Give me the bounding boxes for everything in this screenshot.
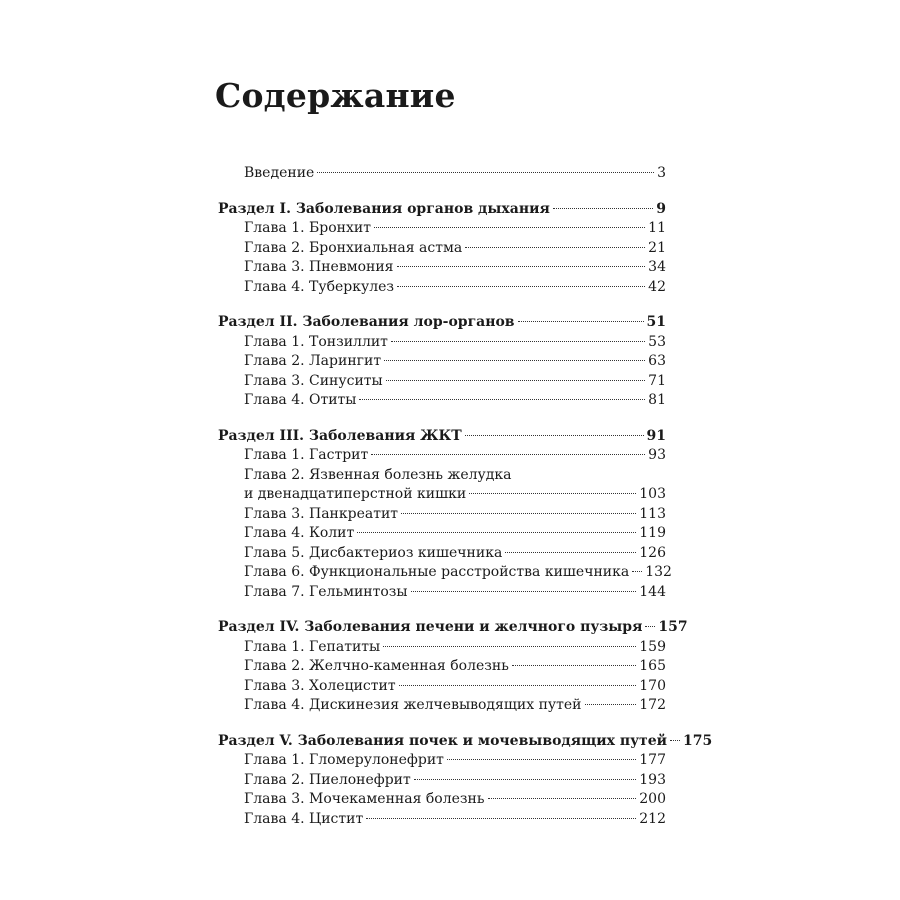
- toc-page-number: 9: [656, 200, 666, 217]
- toc-page-number: 159: [639, 638, 666, 655]
- leader-dots: [384, 360, 645, 361]
- toc-page-number: 177: [639, 752, 666, 768]
- toc-section: [218, 313, 666, 333]
- toc-page-number: 53: [648, 333, 666, 350]
- toc-page-number: 132: [645, 564, 672, 580]
- leader-dots: [317, 172, 654, 173]
- toc-chapter-label: Глава 4. Туберкулез: [244, 278, 395, 295]
- toc-chapter: [218, 563, 672, 583]
- toc-section-label: Раздел I. Заболевания органов дыхания: [218, 200, 550, 217]
- toc-chapter: [218, 677, 666, 697]
- toc-chapter-label: Глава 3. Панкреатит: [244, 505, 399, 522]
- toc-chapter: [218, 446, 666, 466]
- toc-page-number: 172: [639, 697, 666, 713]
- toc-chapter: [218, 278, 666, 298]
- toc-chapter: [218, 505, 666, 525]
- toc-page-number: 51: [646, 314, 666, 330]
- leader-dots: [512, 665, 636, 666]
- toc-page-number: 3: [657, 165, 666, 181]
- toc-chapter: [218, 638, 666, 658]
- toc-page-number: 126: [639, 544, 666, 561]
- toc-page-number: 21: [648, 239, 666, 256]
- toc-chapter-label: Глава 3. Синуситы: [244, 372, 383, 389]
- toc-chapter: [218, 239, 666, 259]
- leader-dots: [553, 208, 653, 209]
- toc-chapter-label: Глава 4. Цистит: [244, 810, 364, 827]
- leader-dots: [469, 493, 636, 494]
- leader-dots: [632, 571, 642, 572]
- leader-dots: [447, 759, 636, 760]
- toc-chapter: [218, 219, 666, 239]
- toc-page-number: 63: [648, 353, 666, 369]
- toc-chapter-label: Глава 4. Дискинезия желчевыводящих путей: [244, 697, 582, 713]
- toc-chapter-label: Глава 1. Гепатиты: [244, 638, 381, 655]
- leader-dots: [670, 740, 680, 741]
- leader-dots: [399, 685, 637, 686]
- toc-page-number: 81: [648, 392, 666, 408]
- leader-dots: [383, 646, 636, 647]
- toc-page-number: 170: [639, 677, 666, 694]
- toc-chapter-continuation: [218, 485, 666, 505]
- toc-chapter-label: Глава 4. Отиты: [244, 392, 357, 408]
- toc-chapter-label: Глава 4. Колит: [244, 525, 355, 541]
- leader-dots: [397, 266, 646, 267]
- leader-dots: [401, 513, 636, 514]
- toc-chapter: [218, 790, 666, 810]
- leader-dots: [411, 591, 637, 592]
- leader-dots: [357, 532, 636, 533]
- toc-page-number: 11: [648, 220, 666, 236]
- table-of-contents: [218, 164, 713, 829]
- toc-section: [218, 427, 666, 447]
- toc-entry-intro: [218, 164, 666, 184]
- leader-dots: [488, 798, 637, 799]
- toc-chapter-label: Глава 2. Желчно-каменная болезнь: [244, 658, 509, 674]
- toc-chapter: [218, 583, 666, 603]
- toc-chapter: [218, 751, 666, 771]
- leader-dots: [386, 380, 646, 381]
- toc-page-number: 103: [639, 486, 666, 502]
- toc-page-number: 119: [639, 525, 666, 541]
- toc-chapter-label: Глава 1. Гастрит: [244, 447, 369, 463]
- toc-chapter: [218, 657, 666, 677]
- toc-chapter: [218, 352, 666, 372]
- toc-chapter: [218, 771, 666, 791]
- toc-chapter-label: Глава 3. Мочекаменная болезнь: [244, 791, 485, 807]
- toc-chapter-label: Глава 3. Пневмония: [244, 259, 394, 275]
- leader-dots: [645, 626, 655, 627]
- toc-page-number: 113: [639, 505, 666, 522]
- toc-page-number: 175: [683, 732, 713, 749]
- toc-section-label: Раздел II. Заболевания лор-органов: [218, 314, 515, 330]
- toc-section: [218, 200, 666, 220]
- toc-section-label: Раздел IV. Заболевания печени и желчного пузыря: [218, 619, 643, 635]
- toc-chapter: [218, 333, 666, 353]
- toc-chapter-label: Глава 1. Тонзиллит: [244, 333, 388, 350]
- leader-dots: [366, 818, 636, 819]
- toc-chapter-first-line: [218, 466, 666, 486]
- toc-chapter-label: Глава 2. Пиелонефрит: [244, 771, 411, 788]
- toc-chapter-label: Глава 2. Бронхиальная астма: [244, 239, 463, 256]
- toc-section: [218, 732, 713, 752]
- toc-chapter-label: Глава 3. Холецистит: [244, 677, 396, 694]
- toc-page-number: 193: [639, 771, 666, 788]
- toc-chapter-label: Глава 6. Функциональные расстройства кишечника: [244, 564, 630, 580]
- toc-page-number: 93: [648, 447, 666, 463]
- leader-dots: [505, 552, 636, 553]
- toc-chapter-label: Глава 5. Дисбактериоз кишечника: [244, 544, 503, 561]
- toc-chapter: [218, 391, 666, 411]
- toc-chapter-label-continued: и двенадцатиперстной кишки: [244, 486, 467, 502]
- toc-chapter-label: Глава 2. Ларингит: [244, 353, 382, 369]
- leader-dots: [371, 454, 645, 455]
- leader-dots: [585, 704, 637, 705]
- toc-section-label: Раздел III. Заболевания ЖКТ: [218, 427, 462, 444]
- leader-dots: [414, 779, 637, 780]
- page-title: Содержание: [215, 76, 456, 115]
- leader-dots: [465, 247, 645, 248]
- toc-chapter-label: Глава 1. Бронхит: [244, 220, 371, 236]
- toc-chapter-label: Глава 2. Язвенная болезнь желудка: [244, 466, 512, 483]
- toc-chapter: [218, 372, 666, 392]
- toc-chapter: [218, 696, 666, 716]
- leader-dots: [397, 286, 645, 287]
- toc-chapter: [218, 524, 666, 544]
- leader-dots: [374, 227, 645, 228]
- leader-dots: [518, 321, 644, 322]
- toc-chapter-label: Глава 1. Гломерулонефрит: [244, 752, 444, 768]
- toc-chapter-label: Глава 7. Гельминтозы: [244, 583, 408, 600]
- leader-dots: [391, 341, 645, 342]
- toc-chapter: [218, 258, 666, 278]
- toc-page-number: 165: [639, 658, 666, 674]
- leader-dots: [359, 399, 645, 400]
- toc-page-number: 157: [658, 619, 688, 635]
- toc-page-number: 42: [648, 278, 666, 295]
- leader-dots: [465, 435, 644, 436]
- toc-page-number: 91: [646, 427, 666, 444]
- toc-page-number: 71: [648, 372, 666, 389]
- toc-entry-label: Введение: [244, 165, 315, 181]
- toc-chapter: [218, 544, 666, 564]
- toc-section-label: Раздел V. Заболевания почек и мочевыводящих путей: [218, 732, 668, 749]
- toc-page-number: 200: [639, 791, 666, 807]
- toc-chapter: [218, 810, 666, 830]
- toc-page-number: 212: [639, 810, 666, 827]
- toc-section: [218, 618, 688, 638]
- toc-page-number: 34: [648, 259, 666, 275]
- toc-page-number: 144: [639, 583, 666, 600]
